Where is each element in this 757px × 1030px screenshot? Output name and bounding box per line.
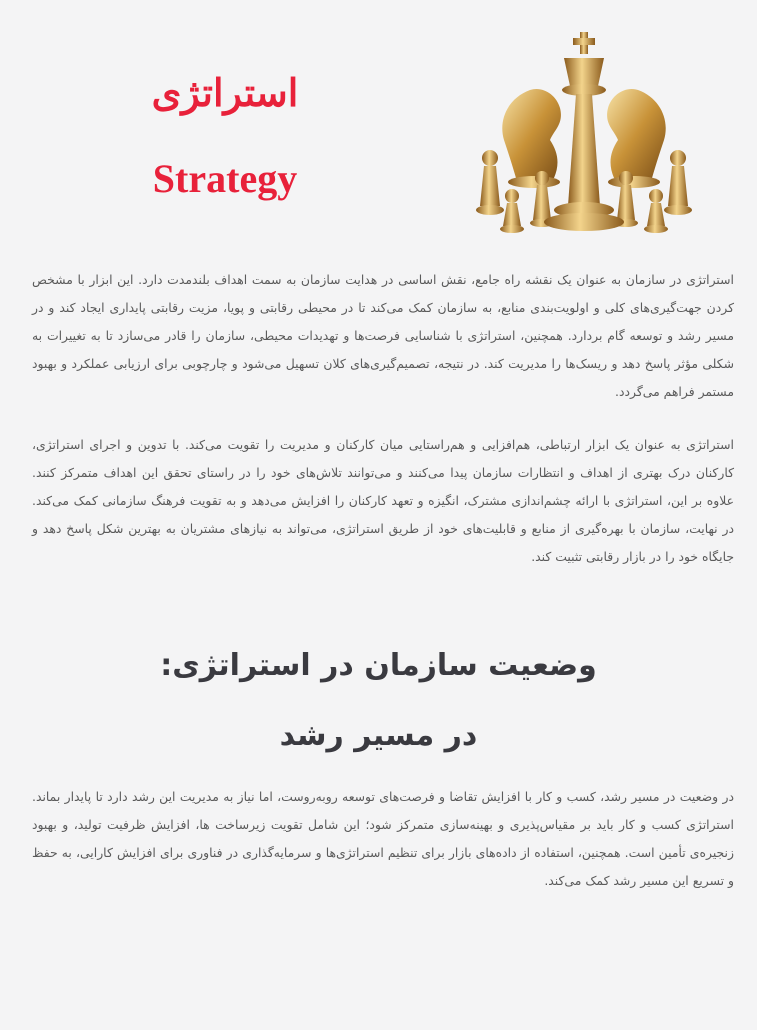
page-title-english: Strategy xyxy=(152,156,298,201)
section-heading-status: وضعیت سازمان در استراتژی: xyxy=(160,648,597,683)
growth-paragraph: در وضعیت در مسیر رشد، کسب و کار با افزایش تقاضا و فرصت‌های توسعه روبه‌روست، اما نیاز به مدیریت این رشد دارد تا پایدار بماند. استراتژی کسب و کار باید بر مقیاس‌پذیری و بهینه‌سازی متمرکز شود؛ این شامل تقویت زیرساخت ها، افزایش ظرفیت تولید، و بهبود زنجیره‌ی تأمین است. همچنین، استفاده از داده‌های بازار برای تنظیم استراتژی‌ها و سرمایه‌گذاری در فناوری برای افزایش کارایی، به حفظ و تسریع این مسیر رشد کمک می‌کند. xyxy=(32,789,734,888)
section-subheading-growth: در مسیر رشد xyxy=(279,718,478,753)
page-title-persian: استراتژی xyxy=(151,70,299,115)
intro-paragraph-2: استراتژی به عنوان یک ابزار ارتباطی، هم‌افزایی و هم‌راستایی میان کارکنان و مدیریت را تقویت می‌کند. با تدوین و اجرای استراتژی، کارکنان درک بهتری از اهداف و انتظارات سازمان پیدا می‌کنند و می‌توانند تلاش‌های خود را در راستای تحقق این اهداف متمرکز کنند. علاوه بر این، استراتژی با ارائه چشم‌اندازی مشترک، انگیزه و تعهد کارکنان را افزایش می‌دهد و به تقویت فرهنگ سازمانی کمک می‌کند. در نهایت، سازمان با بهره‌گیری از منابع و قابلیت‌های خود از طریق استراتژی، می‌تواند به نیازهای مشتریان به بهترین شکل پاسخ دهد و جایگاه خود را در بازار رقابتی تثبیت کند. xyxy=(32,437,734,564)
chess-pieces-icon xyxy=(468,28,700,238)
intro-paragraph-1: استراتژی در سازمان به عنوان یک نقشه راه جامع، نقش اساسی در هدایت سازمان به سمت اهداف بلندمدت دارد. این ابزار با مشخص کردن جهت‌گیری‌های کلی و اولویت‌بندی منابع، به سازمان کمک می‌کند تا در محیطی رقابتی و پویا، مزیت رقابتی پایداری ایجاد کند و در مسیر رشد و توسعه گام بردارد. همچنین، استراتژی با شناسایی فرصت‌ها و تهدیدات محیطی، سازمان را قادر می‌سازد تا به تغییرات به شکلی مؤثر پاسخ دهد و ریسک‌ها را مدیریت کند. در نتیجه، تصمیم‌گیری‌های کلان تسهیل می‌شود و چارچوبی برای ارزیابی عملکرد و بهبود مستمر فراهم می‌گردد. xyxy=(32,272,734,399)
